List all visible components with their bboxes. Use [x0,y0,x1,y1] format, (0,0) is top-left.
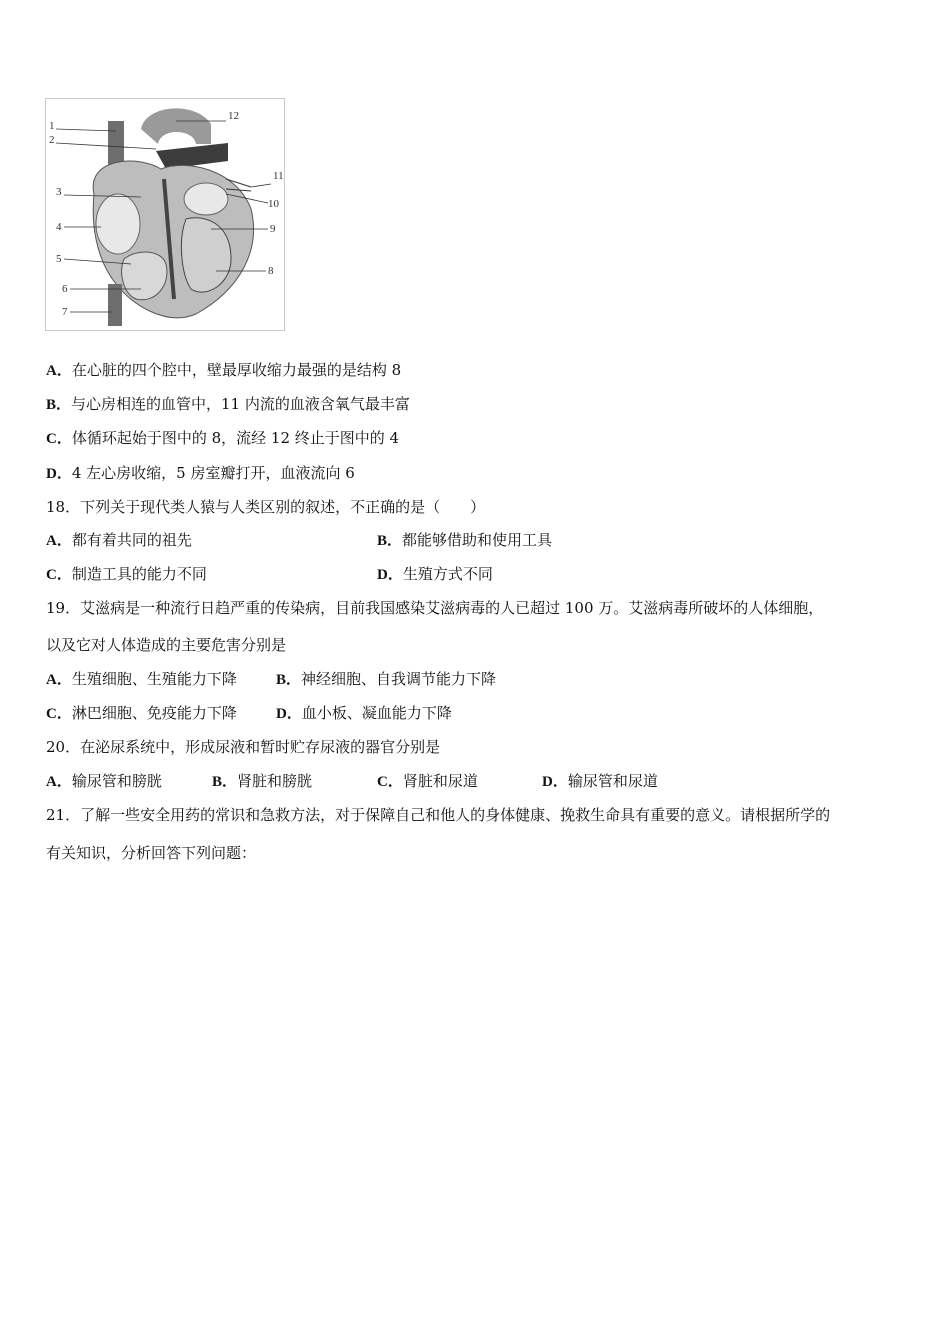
q17-option-d [46,463,355,484]
option-text: 输尿管和尿道 [567,772,658,790]
label-2: 2 [49,134,55,146]
option-text: 制造工具的能力不同 [71,565,207,583]
q18-option-c [46,564,207,585]
left-atrium-shape [184,183,228,215]
q19-option-a [46,669,237,690]
q20-option-a [46,771,162,792]
option-text: 肾脏和尿道 [402,772,478,790]
label-12: 12 [228,110,239,122]
q21-stem-line1: 21．了解一些安全用药的常识和急救方法，对于保障自己和他人的身体健康、挽救生命具有重要的意义。请根据所学的 [46,806,831,824]
option-key: B． [46,397,72,413]
option-key: C． [46,431,72,447]
option-text: 都有着共同的祖先 [71,531,192,549]
label-9: 9 [270,223,276,235]
option-key: D． [46,466,72,482]
option-text: 体循环起始于图中的 8，流经 12 终止于图中的 4 [71,429,400,447]
label-10: 10 [268,198,279,210]
label-1: 1 [49,120,55,132]
q17-option-a [46,360,401,381]
pulmonary-artery-shape [156,143,228,169]
option-text: 生殖方式不同 [402,565,493,583]
option-key: C． [377,774,403,790]
option-text: 淋巴细胞、免疫能力下降 [71,704,237,722]
q19-option-b [276,669,496,690]
option-key: B． [377,533,403,549]
q19-option-c [46,703,237,724]
q21-stem-line2: 有关知识，分析回答下列问题： [46,844,257,862]
q20-option-c [377,771,478,792]
option-key: D． [276,706,302,722]
label-3: 3 [56,186,62,198]
option-key: D． [377,567,403,583]
q19-stem-line2: 以及它对人体造成的主要危害分别是 [46,636,287,654]
option-text: 输尿管和膀胱 [71,772,162,790]
q18-option-a [46,530,192,551]
q19-stem-line1: 19．艾滋病是一种流行日趋严重的传染病，目前我国感染艾滋病毒的人已超过 100 万。艾滋病毒所破坏的人体细胞， [46,599,824,617]
option-key: A． [46,533,72,549]
option-key: C． [46,567,72,583]
option-text: 在心脏的四个腔中，壁最厚收缩力最强的是结构 8 [71,361,402,379]
option-key: D． [542,774,568,790]
q17-option-c [46,428,399,449]
option-key: A． [46,672,72,688]
q19-option-d [276,703,452,724]
option-text: 肾脏和膀胱 [237,772,313,790]
heart-illustration [46,99,284,330]
vena-cava-inferior-shape [108,284,122,326]
q20-option-d [542,771,658,792]
option-text: 与心房相连的血管中，11 内流的血液含氧气最丰富 [71,395,410,413]
option-key: B． [212,774,238,790]
q18-option-b [377,530,552,551]
q18-option-d [377,564,493,585]
option-key: B． [276,672,302,688]
option-text: 都能够借助和使用工具 [402,531,553,549]
option-text: 血小板、凝血能力下降 [301,704,452,722]
aorta-shape [141,108,211,144]
label-8: 8 [268,265,274,277]
label-7: 7 [62,306,68,318]
label-6: 6 [62,283,68,295]
label-5: 5 [56,253,62,265]
option-text: 生殖细胞、生殖能力下降 [71,670,237,688]
q20-option-b [212,771,312,792]
label-4: 4 [56,221,62,233]
q20-stem: 20．在泌尿系统中，形成尿液和暂时贮存尿液的器官分别是 [46,738,441,756]
option-key: A． [46,774,72,790]
option-text: 4 左心房收缩，5 房室瓣打开，血液流向 6 [71,464,355,482]
option-text: 神经细胞、自我调节能力下降 [301,670,497,688]
q17-option-b [46,394,410,415]
label-11: 11 [273,170,284,182]
option-key: C． [46,706,72,722]
right-atrium-shape [96,194,140,254]
q18-stem: 18．下列关于现代类人猿与人类区别的叙述，不正确的是（ ） [46,498,486,516]
heart-diagram [45,98,285,331]
option-key: A． [46,363,72,379]
